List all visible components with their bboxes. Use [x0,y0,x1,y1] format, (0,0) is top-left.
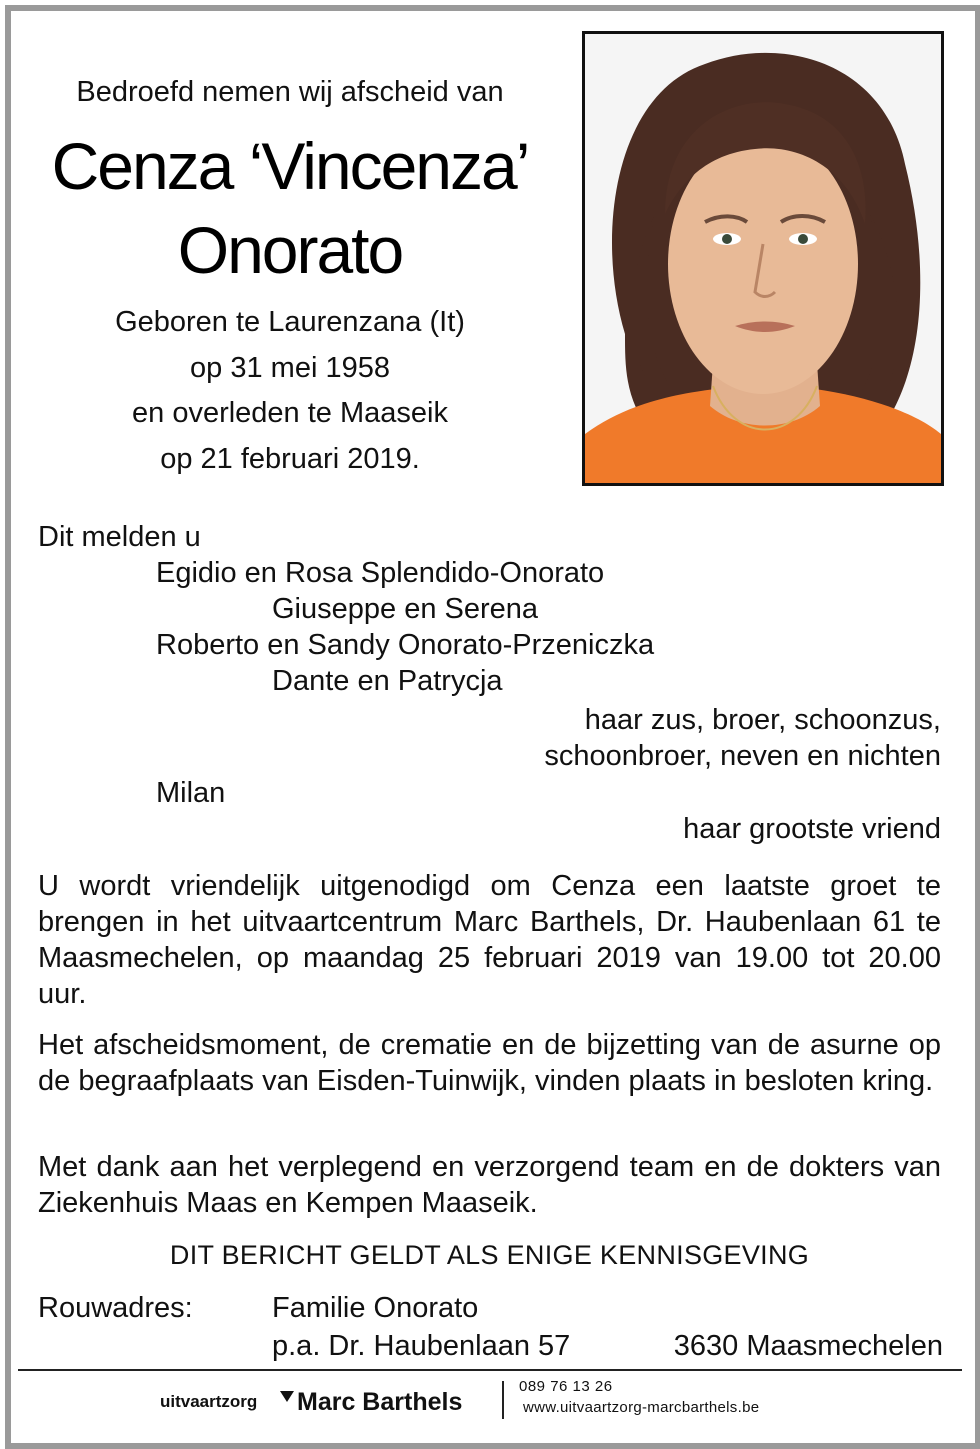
announcers-lead: Dit melden u [38,521,201,553]
relation-line: haar zus, broer, schoonzus, [584,704,941,736]
born-place: Geboren te Laurenzana (It) [115,306,465,338]
footer-website[interactable]: www.uitvaartzorg-marcbarthels.be [523,1399,760,1416]
address-street: p.a. Dr. Haubenlaan 57 [272,1330,571,1362]
announcer-line: Egidio en Rosa Splendido-Onorato [156,557,605,589]
ceremony-paragraph: Het afscheidsmoment, de crematie en de bijzetting van de asurne op de begraafplaats van Eisden-Tuinwijk, vinden plaats in besloten kring. [38,1029,941,1097]
deceased-name-line1: Cenza ‘Vincenza’ [51,129,529,203]
announcer-line: Roberto en Sandy Onorato-Przeniczka [156,629,655,661]
footer-phone: 089 76 13 26 [519,1378,613,1395]
footer-separator [502,1381,504,1419]
portrait-photo [582,31,944,486]
footer-divider [18,1369,962,1371]
invitation-paragraph: U wordt vriendelijk uitgenodigd om Cenza een laatste groet te brengen in het uitvaartcentrum Marc Barthels, Dr. Haubenlaan 61 te Maasmechelen, op maandag 25 februari 2019 van 19.00 tot 20.00 uur. [38,870,941,1010]
announcer-line: Giuseppe en Serena [272,593,539,625]
notice-line: DIT BERICHT GELDT ALS ENIGE KENNISGEVING [169,1240,810,1270]
friend-name: Milan [156,777,226,809]
born-date: op 31 mei 1958 [190,352,390,384]
deceased-name-line2: Onorato [177,213,403,287]
address-label: Rouwadres: [38,1292,193,1324]
died-place: en overleden te Maaseik [132,397,448,429]
announcer-line: Dante en Patrycja [272,665,503,697]
intro-line: Bedroefd nemen wij afscheid van [76,76,504,108]
brand-large: Marc Barthels [297,1388,463,1416]
address-family: Familie Onorato [272,1292,479,1324]
thanks-paragraph: Met dank aan het verplegend en verzorgend team en de dokters van Ziekenhuis Maas en Kempen Maaseik. [38,1151,941,1219]
address-city: 3630 Maasmechelen [673,1330,943,1362]
brand-triangle-icon [280,1391,294,1402]
relation-line: schoonbroer, neven en nichten [544,740,941,772]
brand-small: uitvaartzorg [160,1392,258,1411]
died-date: op 21 februari 2019. [160,443,420,475]
friend-relation: haar grootste vriend [683,813,941,845]
